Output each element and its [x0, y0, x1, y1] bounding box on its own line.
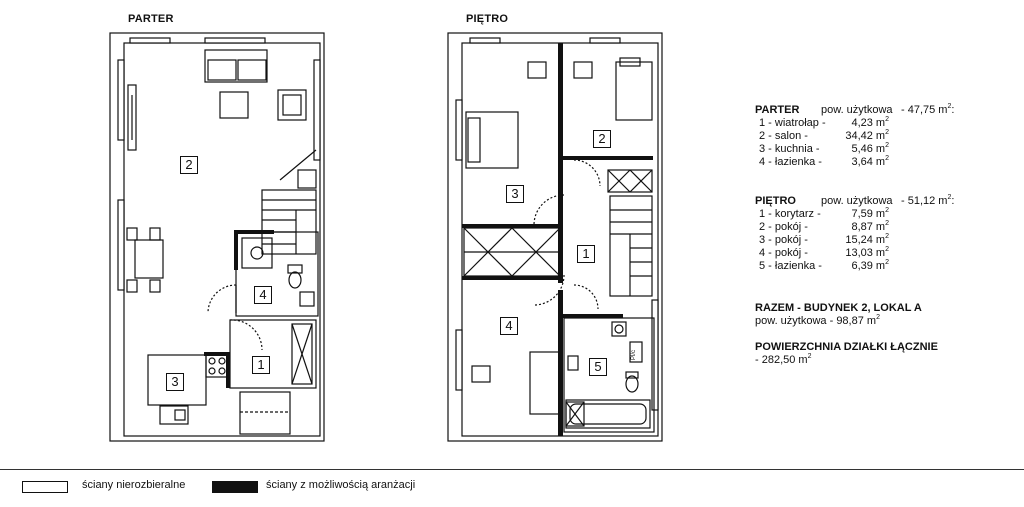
pietro-area-value: - 51,12 m [901, 195, 948, 207]
pietro-room-5-area: 6,39 m [851, 260, 886, 272]
ground-room-4-number: 4 [254, 286, 272, 304]
legend-black-wall-swatch [212, 481, 258, 493]
legend-load-bearing-label: ściany nierozbieralne [82, 479, 186, 491]
parter-room-4-name: 4 - łazienka - [759, 156, 822, 168]
pietro-room-2-area: 8,87 m [851, 221, 886, 233]
pietro-room-4-area: 13,03 m [845, 247, 886, 259]
pietro-room-3-name: 3 - pokój - [759, 234, 808, 246]
ground-room-1-number: 1 [252, 356, 270, 374]
parter-room-3-name: 3 - kuchnia - [759, 143, 820, 155]
boiler-label: Pl/c [631, 349, 638, 361]
upper-room-4-number: 4 [500, 317, 518, 335]
total-title: RAZEM - BUDYNEK 2, LOKAL A [755, 302, 922, 314]
ground-room-3-number: 3 [166, 373, 184, 391]
ground-floor-label: PARTER [128, 13, 174, 25]
pietro-room-5-name: 5 - łazienka - [759, 260, 822, 272]
upper-floor-label: PIĘTRO [466, 13, 509, 25]
plot-summary: POWIERZCHNIA DZIAŁKI ŁĄCZNIE - 282,50 $m^2$ [755, 341, 1015, 367]
pietro-title: PIĘTRO [755, 195, 796, 207]
pietro-summary: PIĘTRO pow. użytkowa - 51,12 $m^2$: 1 - korytarz - 7,59 $m^2$ 2 - pokój - 8,87 $m^2$ 3 - pokój - 15,24 $m^2$ 4 - pokój - 13,03 $m^2$ 5 - łazienka - 6,39 $m^2$ [755, 194, 955, 272]
parter-room-3-area: 5,46 m [851, 143, 886, 155]
plot-line: - 282,50 m [755, 354, 808, 366]
pietro-room-1-area: 7,59 m [851, 208, 886, 220]
parter-room-2-area: 34,42 m [845, 130, 886, 142]
pietro-room-1-name: 1 - korytarz - [759, 208, 821, 220]
parter-summary: PARTER pow. użytkowa - 47,75 $m^2$: 1 - wiatrołap - 4,23 $m^2$ 2 - salon - 34,42 $m^2$ 3 - kuchnia - 5,46 $m^2$ 4 - łazienka - 3,64 $m^2$ [755, 103, 955, 168]
total-summary: RAZEM - BUDYNEK 2, LOKAL A pow. użytkowa - 98,87 $m^2$ [755, 302, 1015, 328]
legend-white-wall-swatch [22, 481, 68, 493]
parter-room-1-name: 1 - wiatrołap - [759, 117, 826, 129]
ground-room-2-number: 2 [180, 156, 198, 174]
legend-rearrangeable-label: ściany z możliwością aranżacji [266, 479, 416, 491]
parter-title: PARTER [755, 104, 800, 116]
pietro-room-3-area: 15,24 m [845, 234, 886, 246]
parter-area-label: pow. użytkowa [821, 104, 893, 116]
upper-floor-plan [448, 33, 662, 441]
total-line: pow. użytkowa - 98,87 m [755, 315, 877, 327]
upper-room-1-number: 1 [577, 245, 595, 263]
upper-room-2-number: 2 [593, 130, 611, 148]
plot-title: POWIERZCHNIA DZIAŁKI ŁĄCZNIE [755, 341, 938, 353]
parter-room-2-name: 2 - salon - [759, 130, 808, 142]
parter-area-value: - 47,75 m [901, 104, 948, 116]
upper-room-3-number: 3 [506, 185, 524, 203]
ground-floor-plan [110, 33, 324, 441]
pietro-area-label: pow. użytkowa [821, 195, 893, 207]
parter-room-1-area: 4,23 m [851, 117, 886, 129]
pietro-room-2-name: 2 - pokój - [759, 221, 808, 233]
upper-room-5-number: 5 [589, 358, 607, 376]
pietro-room-4-name: 4 - pokój - [759, 247, 808, 259]
parter-room-4-area: 3,64 m [851, 156, 886, 168]
